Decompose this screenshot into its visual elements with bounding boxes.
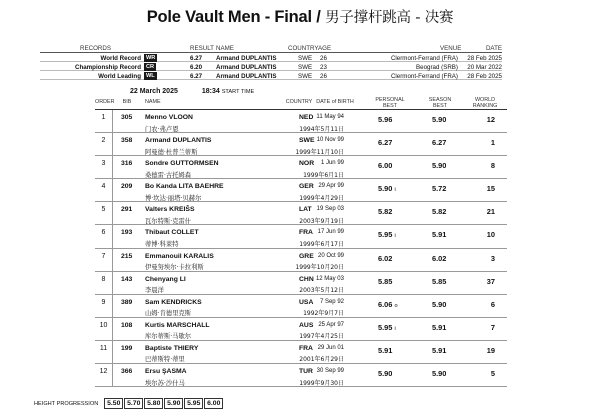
athlete-season-best bbox=[432, 161, 446, 170]
record-label: Championship Record bbox=[74, 63, 141, 71]
record-date: 28 Feb 2025 bbox=[467, 72, 502, 80]
record-date: 28 Feb 2025 bbox=[467, 54, 502, 62]
athlete-name: Armand DUPLANTIS bbox=[145, 137, 212, 145]
athlete-personal-best-note: i bbox=[394, 325, 396, 332]
athlete-row bbox=[95, 179, 507, 202]
athlete-personal-best bbox=[378, 230, 396, 239]
athlete-name: Valters KREIŠS bbox=[145, 206, 195, 214]
athlete-chinese-name: 博·坎达·丽塔·贝赫尔 bbox=[145, 194, 202, 202]
records-rows bbox=[40, 53, 502, 80]
record-country: SWE bbox=[298, 63, 313, 71]
athlete-personal-best-note: i bbox=[394, 233, 396, 240]
athlete-season-best-value: 6.27 bbox=[432, 138, 447, 148]
title-main: Pole Vault Men - Final / bbox=[146, 8, 326, 26]
record-venue: Clermont-Ferrand (FRA) bbox=[390, 72, 458, 80]
table-header bbox=[95, 98, 507, 110]
athlete-world-ranking: 21 bbox=[486, 207, 495, 217]
athlete-season-best-value: 5.90 bbox=[432, 115, 447, 124]
athlete-chinese-date-of-birth: 1999年11月10日 bbox=[295, 148, 344, 156]
record-name: Armand DUPLANTIS bbox=[216, 72, 277, 80]
athlete-personal-best-value: 5.90 bbox=[378, 369, 393, 379]
athlete-name: Emmanouil KARALIS bbox=[145, 252, 214, 260]
records-header-name: NAME bbox=[216, 45, 234, 52]
athlete-country: FRA bbox=[299, 344, 313, 352]
athlete-date-of-birth: 10 Nov 99 bbox=[316, 137, 344, 144]
athlete-season-best-value: 5.90 bbox=[432, 299, 447, 309]
athlete-name: Sam KENDRICKS bbox=[145, 298, 202, 306]
athlete-chinese-date-of-birth: 1999年6月1日 bbox=[303, 171, 344, 179]
athlete-personal-best bbox=[378, 369, 392, 378]
athlete-date-of-birth: 30 Sep 99 bbox=[316, 368, 344, 375]
event-date: 22 March 2025 bbox=[130, 88, 178, 95]
athlete-name: Kurtis MARSCHALL bbox=[145, 321, 210, 329]
athlete-chinese-date-of-birth: 1999年9月30日 bbox=[299, 379, 344, 387]
athlete-season-best bbox=[432, 277, 446, 286]
record-result: 6.20 bbox=[190, 63, 203, 71]
header-dob: DATE of BIRTH bbox=[316, 99, 354, 105]
event-datetime bbox=[130, 88, 254, 95]
athlete-season-best bbox=[432, 254, 446, 263]
record-name: Armand DUPLANTIS bbox=[216, 63, 277, 71]
athlete-date-of-birth: 20 Oct 99 bbox=[317, 252, 344, 259]
athlete-date-of-birth: 11 May 94 bbox=[316, 114, 344, 120]
record-code-badge: WL bbox=[146, 72, 155, 79]
height-cells bbox=[104, 401, 224, 407]
record-country: SWE bbox=[298, 72, 313, 80]
athlete-season-best bbox=[432, 184, 446, 193]
height-cell: 5.70 bbox=[124, 398, 143, 409]
header-bib: BIB bbox=[122, 99, 132, 105]
athlete-personal-best-note: i bbox=[394, 187, 396, 194]
athlete-chinese-date-of-birth: 1992年9月7日 bbox=[303, 310, 344, 318]
athlete-season-best bbox=[432, 138, 446, 147]
athlete-personal-best-value: 5.82 bbox=[378, 207, 393, 217]
athlete-chinese-date-of-birth: 1999年4月29日 bbox=[299, 194, 344, 202]
athlete-season-best-value: 6.02 bbox=[432, 253, 447, 263]
record-row bbox=[40, 71, 502, 80]
athlete-order: 11 bbox=[95, 341, 113, 364]
height-cell: 5.80 bbox=[144, 398, 163, 409]
athlete-bib: 199 bbox=[121, 344, 133, 352]
athlete-season-best-value: 5.85 bbox=[432, 276, 447, 286]
athlete-order: 1 bbox=[95, 110, 113, 133]
athlete-personal-best-value: 5.90 bbox=[378, 184, 393, 194]
page-title bbox=[0, 6, 600, 27]
athlete-world-ranking: 8 bbox=[490, 161, 495, 171]
athlete-name: Bo Kanda LITA BAEHRE bbox=[145, 183, 224, 191]
athlete-date-of-birth: 19 Sep 03 bbox=[316, 206, 344, 213]
athlete-chinese-date-of-birth: 1999年10月20日 bbox=[295, 264, 344, 272]
athlete-name: Menno VLOON bbox=[145, 114, 193, 121]
athlete-country: AUS bbox=[299, 321, 314, 329]
athlete-row bbox=[95, 272, 507, 295]
header-country: COUNTRY bbox=[285, 99, 313, 105]
athlete-chinese-name: 埃尔苏·沙什马 bbox=[145, 379, 185, 387]
athlete-bib: 305 bbox=[121, 114, 133, 121]
athlete-personal-best-value: 6.27 bbox=[378, 138, 393, 148]
header-name: NAME bbox=[145, 99, 161, 105]
athlete-order: 12 bbox=[95, 364, 113, 387]
athlete-row bbox=[95, 364, 507, 387]
athlete-personal-best bbox=[378, 277, 392, 286]
record-venue: Clermont-Ferrand (FRA) bbox=[390, 54, 458, 62]
record-country: SWE bbox=[298, 54, 313, 62]
athlete-world-ranking: 3 bbox=[490, 253, 495, 263]
record-date: 20 Mar 2022 bbox=[467, 63, 502, 71]
athlete-country: LAT bbox=[299, 206, 312, 214]
athlete-name: Thibaut COLLET bbox=[145, 229, 199, 237]
athlete-world-ranking: 7 bbox=[490, 322, 495, 332]
height-progression bbox=[34, 398, 224, 409]
record-age: 26 bbox=[320, 72, 327, 80]
athlete-personal-best-value: 6.00 bbox=[378, 161, 393, 171]
athlete-chinese-name: 伊曼努埃尔·卡拉利斯 bbox=[145, 264, 204, 272]
athlete-chinese-name: 蒂博·科莱特 bbox=[145, 240, 179, 248]
athlete-order: 5 bbox=[95, 202, 113, 225]
athlete-bib: 143 bbox=[121, 275, 133, 283]
athlete-country: SWE bbox=[299, 137, 315, 145]
athlete-personal-best-value: 5.85 bbox=[378, 276, 393, 286]
athlete-bib: 291 bbox=[121, 206, 133, 214]
athlete-row bbox=[95, 295, 507, 318]
record-name: Armand DUPLANTIS bbox=[216, 54, 277, 62]
athlete-date-of-birth: 12 May 03 bbox=[315, 275, 344, 282]
athlete-bib: 316 bbox=[121, 160, 133, 168]
header-order: ORDER bbox=[95, 99, 115, 105]
records-header-country: COUNTRY bbox=[288, 45, 319, 52]
athlete-season-best-value: 5.82 bbox=[432, 207, 447, 217]
athlete-order: 6 bbox=[95, 225, 113, 248]
athlete-season-best bbox=[432, 115, 446, 124]
athlete-order: 10 bbox=[95, 318, 113, 341]
athlete-country: NED bbox=[299, 114, 314, 121]
start-list-table bbox=[95, 98, 507, 387]
athlete-date-of-birth: 29 Apr 99 bbox=[318, 183, 344, 190]
athlete-name: Sondre GUTTORMSEN bbox=[145, 160, 219, 168]
athlete-order: 9 bbox=[95, 295, 113, 318]
athlete-chinese-name: 库尔蒂斯·马歇尔 bbox=[145, 333, 192, 341]
athlete-chinese-name: 阿曼德·杜普兰蒂斯 bbox=[145, 148, 198, 156]
athlete-chinese-name: 瓦尔特斯·克雷什 bbox=[145, 217, 192, 225]
height-cell: 5.95 bbox=[184, 398, 203, 409]
athlete-world-ranking: 12 bbox=[486, 115, 495, 124]
athlete-personal-best bbox=[378, 254, 392, 263]
athlete-personal-best bbox=[378, 323, 396, 332]
athlete-country: GRE bbox=[299, 252, 314, 260]
athlete-country: CHN bbox=[299, 275, 314, 283]
athlete-order: 8 bbox=[95, 272, 113, 295]
height-cell: 6.00 bbox=[204, 398, 223, 409]
record-row bbox=[40, 53, 502, 62]
record-venue: Beograd (SRB) bbox=[416, 63, 458, 71]
athlete-chinese-date-of-birth: 2003年9月19日 bbox=[299, 217, 344, 225]
athlete-season-best-value: 5.91 bbox=[432, 230, 447, 240]
athlete-bib: 358 bbox=[121, 137, 133, 145]
records-table bbox=[40, 44, 502, 80]
athlete-order: 7 bbox=[95, 249, 113, 272]
records-header-records: RECORDS bbox=[80, 45, 111, 52]
athlete-season-best-value: 5.91 bbox=[432, 322, 447, 332]
athlete-chinese-name: 门农·弗卢恩 bbox=[145, 125, 179, 133]
record-label: World Record bbox=[100, 54, 141, 62]
athlete-name: Baptiste THIERY bbox=[145, 344, 199, 352]
athlete-country: USA bbox=[299, 298, 314, 306]
athlete-season-best bbox=[432, 230, 446, 239]
athlete-chinese-date-of-birth: 2001年6月29日 bbox=[299, 356, 344, 364]
athlete-personal-best bbox=[378, 161, 392, 170]
athlete-order: 2 bbox=[95, 133, 113, 156]
athlete-bib: 215 bbox=[121, 252, 133, 260]
record-result: 6.27 bbox=[190, 72, 203, 80]
records-header-venue: VENUE bbox=[440, 45, 462, 52]
record-code-badge: WR bbox=[146, 54, 156, 61]
athlete-personal-best bbox=[378, 184, 396, 193]
athlete-chinese-name: 山姆·肯德里克斯 bbox=[145, 310, 192, 318]
athlete-row bbox=[95, 156, 507, 179]
height-cell: 5.50 bbox=[104, 398, 123, 409]
athlete-row bbox=[95, 341, 507, 364]
athlete-personal-best-value: 6.02 bbox=[378, 253, 393, 263]
record-age: 26 bbox=[320, 54, 327, 62]
athlete-order: 4 bbox=[95, 179, 113, 202]
athlete-date-of-birth: 1 Jun 99 bbox=[320, 160, 344, 167]
records-header-result: RESULT bbox=[190, 45, 214, 52]
athlete-chinese-date-of-birth: 1997年4月25日 bbox=[299, 333, 344, 341]
athlete-world-ranking: 15 bbox=[486, 184, 495, 194]
record-result: 6.27 bbox=[190, 54, 203, 62]
athlete-personal-best-value: 5.95 bbox=[378, 322, 393, 332]
athlete-personal-best-value: 6.06 bbox=[378, 299, 393, 309]
athlete-personal-best bbox=[378, 138, 392, 147]
athlete-bib: 366 bbox=[121, 368, 133, 376]
records-header-date: DATE bbox=[485, 45, 502, 52]
start-time-label: START TIME bbox=[221, 89, 255, 95]
athlete-bib: 193 bbox=[121, 229, 133, 237]
record-age: 23 bbox=[320, 63, 327, 71]
record-label: World Leading bbox=[98, 72, 141, 80]
athlete-row bbox=[95, 110, 507, 133]
athlete-bib: 209 bbox=[121, 183, 133, 191]
athlete-date-of-birth: 25 Apr 97 bbox=[318, 321, 344, 328]
athlete-row bbox=[95, 133, 507, 156]
athlete-chinese-name: 李晨洋 bbox=[145, 287, 164, 295]
athlete-name: Chenyang LI bbox=[145, 275, 186, 283]
athlete-world-ranking: 1 bbox=[490, 138, 495, 148]
athlete-country: NOR bbox=[299, 160, 315, 168]
athlete-row bbox=[95, 225, 507, 248]
athlete-personal-best bbox=[378, 346, 392, 355]
athlete-personal-best-value: 5.91 bbox=[378, 345, 393, 355]
height-cell: 5.90 bbox=[164, 398, 183, 409]
header-personal-best: PERSONAL BEST bbox=[375, 97, 405, 109]
athlete-row bbox=[95, 202, 507, 225]
athlete-bib: 389 bbox=[121, 298, 133, 306]
athlete-chinese-date-of-birth: 1994年5月11日 bbox=[299, 125, 344, 133]
title-chinese: 男子撑杆跳高 - 决赛 bbox=[325, 10, 454, 26]
athlete-season-best-value: 5.90 bbox=[432, 161, 447, 171]
athlete-country: TUR bbox=[299, 368, 313, 376]
athlete-chinese-name: 桑德雷·古托姆森 bbox=[145, 171, 192, 179]
athlete-season-best-value: 5.91 bbox=[432, 345, 447, 355]
athlete-world-ranking: 37 bbox=[486, 276, 495, 286]
athlete-personal-best bbox=[378, 207, 392, 216]
records-header-age: AGE bbox=[318, 45, 332, 52]
athlete-personal-best-value: 5.96 bbox=[378, 115, 393, 124]
athlete-bib: 108 bbox=[121, 321, 133, 329]
athlete-rows bbox=[95, 110, 507, 387]
record-row bbox=[40, 62, 502, 71]
athlete-world-ranking: 19 bbox=[486, 345, 495, 355]
athlete-name: Ersu ŞASMA bbox=[145, 368, 187, 376]
athlete-country: FRA bbox=[299, 229, 313, 237]
athlete-world-ranking: 6 bbox=[490, 299, 495, 309]
athlete-personal-best-note: o bbox=[394, 302, 398, 309]
athlete-order: 3 bbox=[95, 156, 113, 179]
athlete-date-of-birth: 7 Sep 92 bbox=[319, 298, 344, 305]
athlete-country: GER bbox=[299, 183, 314, 191]
athlete-world-ranking: 5 bbox=[490, 369, 495, 379]
record-code-badge: CR bbox=[146, 63, 155, 70]
athlete-personal-best bbox=[378, 300, 398, 309]
header-season-best: SEASON BEST bbox=[428, 97, 452, 109]
athlete-season-best bbox=[432, 346, 446, 355]
athlete-season-best bbox=[432, 323, 446, 332]
header-world-ranking: WORLD RANKING bbox=[472, 97, 498, 109]
records-header bbox=[40, 44, 502, 53]
athlete-personal-best bbox=[378, 115, 392, 124]
athlete-row bbox=[95, 318, 507, 341]
athlete-chinese-name: 巴蒂斯特·蒂里 bbox=[145, 356, 185, 364]
athlete-season-best bbox=[432, 300, 446, 309]
athlete-chinese-date-of-birth: 2003年5月12日 bbox=[299, 287, 344, 295]
event-time: 18:34 bbox=[201, 88, 220, 95]
height-progression-label: HEIGHT PROGRESSION bbox=[34, 400, 99, 407]
athlete-chinese-date-of-birth: 1999年6月17日 bbox=[299, 240, 344, 248]
athlete-season-best-value: 5.90 bbox=[432, 369, 447, 379]
athlete-season-best bbox=[432, 369, 446, 378]
athlete-season-best-value: 5.72 bbox=[432, 184, 447, 194]
athlete-row bbox=[95, 249, 507, 272]
athlete-season-best bbox=[432, 207, 446, 216]
athlete-personal-best-value: 5.95 bbox=[378, 230, 393, 240]
athlete-date-of-birth: 29 Jun 01 bbox=[317, 344, 344, 351]
athlete-world-ranking: 10 bbox=[486, 230, 495, 240]
athlete-date-of-birth: 17 Jun 99 bbox=[317, 229, 344, 236]
